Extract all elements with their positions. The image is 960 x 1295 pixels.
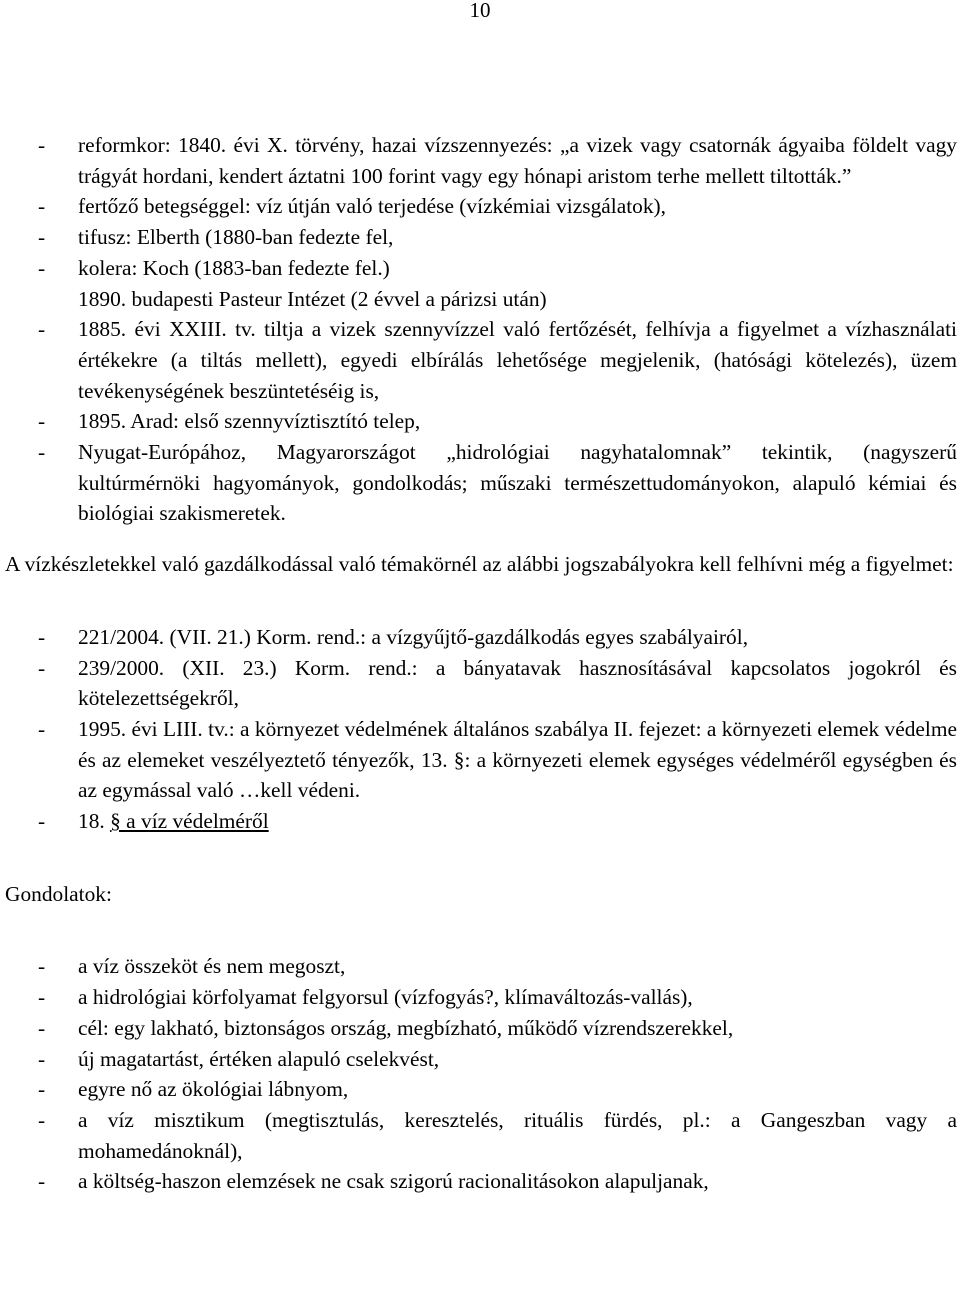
list-item: - fertőző betegséggel: víz útján való terjedése (vízkémiai vizsgálatok), [5, 191, 957, 222]
list-item: - Nyugat-Európához, Magyarországot „hidrológiai nagyhatalomnak” tekintik, (nagyszerű kultúrmérnöki hagyományok, gondolkodás; műszaki természettudományokon, alapuló kémiai és biológiai szakismeretek. [5, 437, 957, 529]
list-item: - a víz misztikum (megtisztulás, keresztelés, rituális fürdés, pl.: a Gangeszban vagy a mohamedánoknál), [5, 1105, 957, 1166]
list-item: 1890. budapesti Pasteur Intézet (2 évvel a párizsi után) [78, 286, 547, 311]
list-item: - a költség-haszon elemzések ne csak szigorú racionalitásokon alapuljanak, [5, 1166, 957, 1197]
list-item: - reformkor: 1840. évi X. törvény, hazai vízszennyezés: „a vizek vagy csatornák ágyaiba földelt vagy trágyát hordani, kendert áztatni 100 forint vagy egy hónapi aristom terhe mellett tiltották.” [5, 130, 957, 191]
list-item: - 1995. évi LIII. tv.: a környezet védelmének általános szabálya II. fejezet: a környezeti elemek védelme és az elemeket veszélyeztető tényezők, 13. §: a környezeti elemek egységes védelméről egységben és az egymással való …kell védeni. [5, 714, 957, 806]
list-item [5, 806, 957, 837]
law-section-title: § a víz védelméről [110, 809, 269, 834]
law-list [5, 622, 957, 837]
list-item: - a víz összeköt és nem megoszt, [5, 951, 957, 982]
document-body [5, 130, 957, 1197]
list-item: - cél: egy lakható, biztonságos ország, megbízható, működő vízrendszerekkel, [5, 1013, 957, 1044]
history-list [5, 130, 957, 529]
list-item: - tifusz: Elberth (1880-ban fedezte fel, [5, 222, 957, 253]
page-number: 10 [469, 0, 491, 22]
list-item: - 221/2004. (VII. 21.) Korm. rend.: a vízgyűjtő-gazdálkodás egyes szabályairól, [5, 622, 957, 653]
list-item: - a hidrológiai körfolyamat felgyorsul (vízfogyás?, klímaváltozás-vallás), [5, 982, 957, 1013]
thoughts-heading: Gondolatok: [5, 881, 112, 906]
intro-paragraph: A vízkészletekkel való gazdálkodással való témakörnél az alábbi jogszabályokra kell felhívni még a figyelmet: [5, 552, 954, 577]
list-item: - 1895. Arad: első szennyvíztisztító telep, [5, 406, 957, 437]
list-item: - kolera: Koch (1883-ban fedezte fel.) [5, 253, 957, 284]
thoughts-list [5, 951, 957, 1197]
list-item: - új magatartást, értéken alapuló cselekvést, [5, 1044, 957, 1075]
list-item: - 1885. évi XXIII. tv. tiltja a vizek szennyvízzel való fertőzését, felhívja a figyelmet a vízhasználati értékekre (a tiltás mellett), egyedi elbírálás lehetősége megjelenik, (hatósági kötelezés), üzem tevékenységének beszüntetéséig is, [5, 314, 957, 406]
law-number: 18. [78, 809, 105, 834]
list-item: - egyre nő az ökológiai lábnyom, [5, 1074, 957, 1105]
list-item: - 239/2000. (XII. 23.) Korm. rend.: a bányatavak hasznosításával kapcsolatos jogokról és kötelezettségekről, [5, 653, 957, 714]
